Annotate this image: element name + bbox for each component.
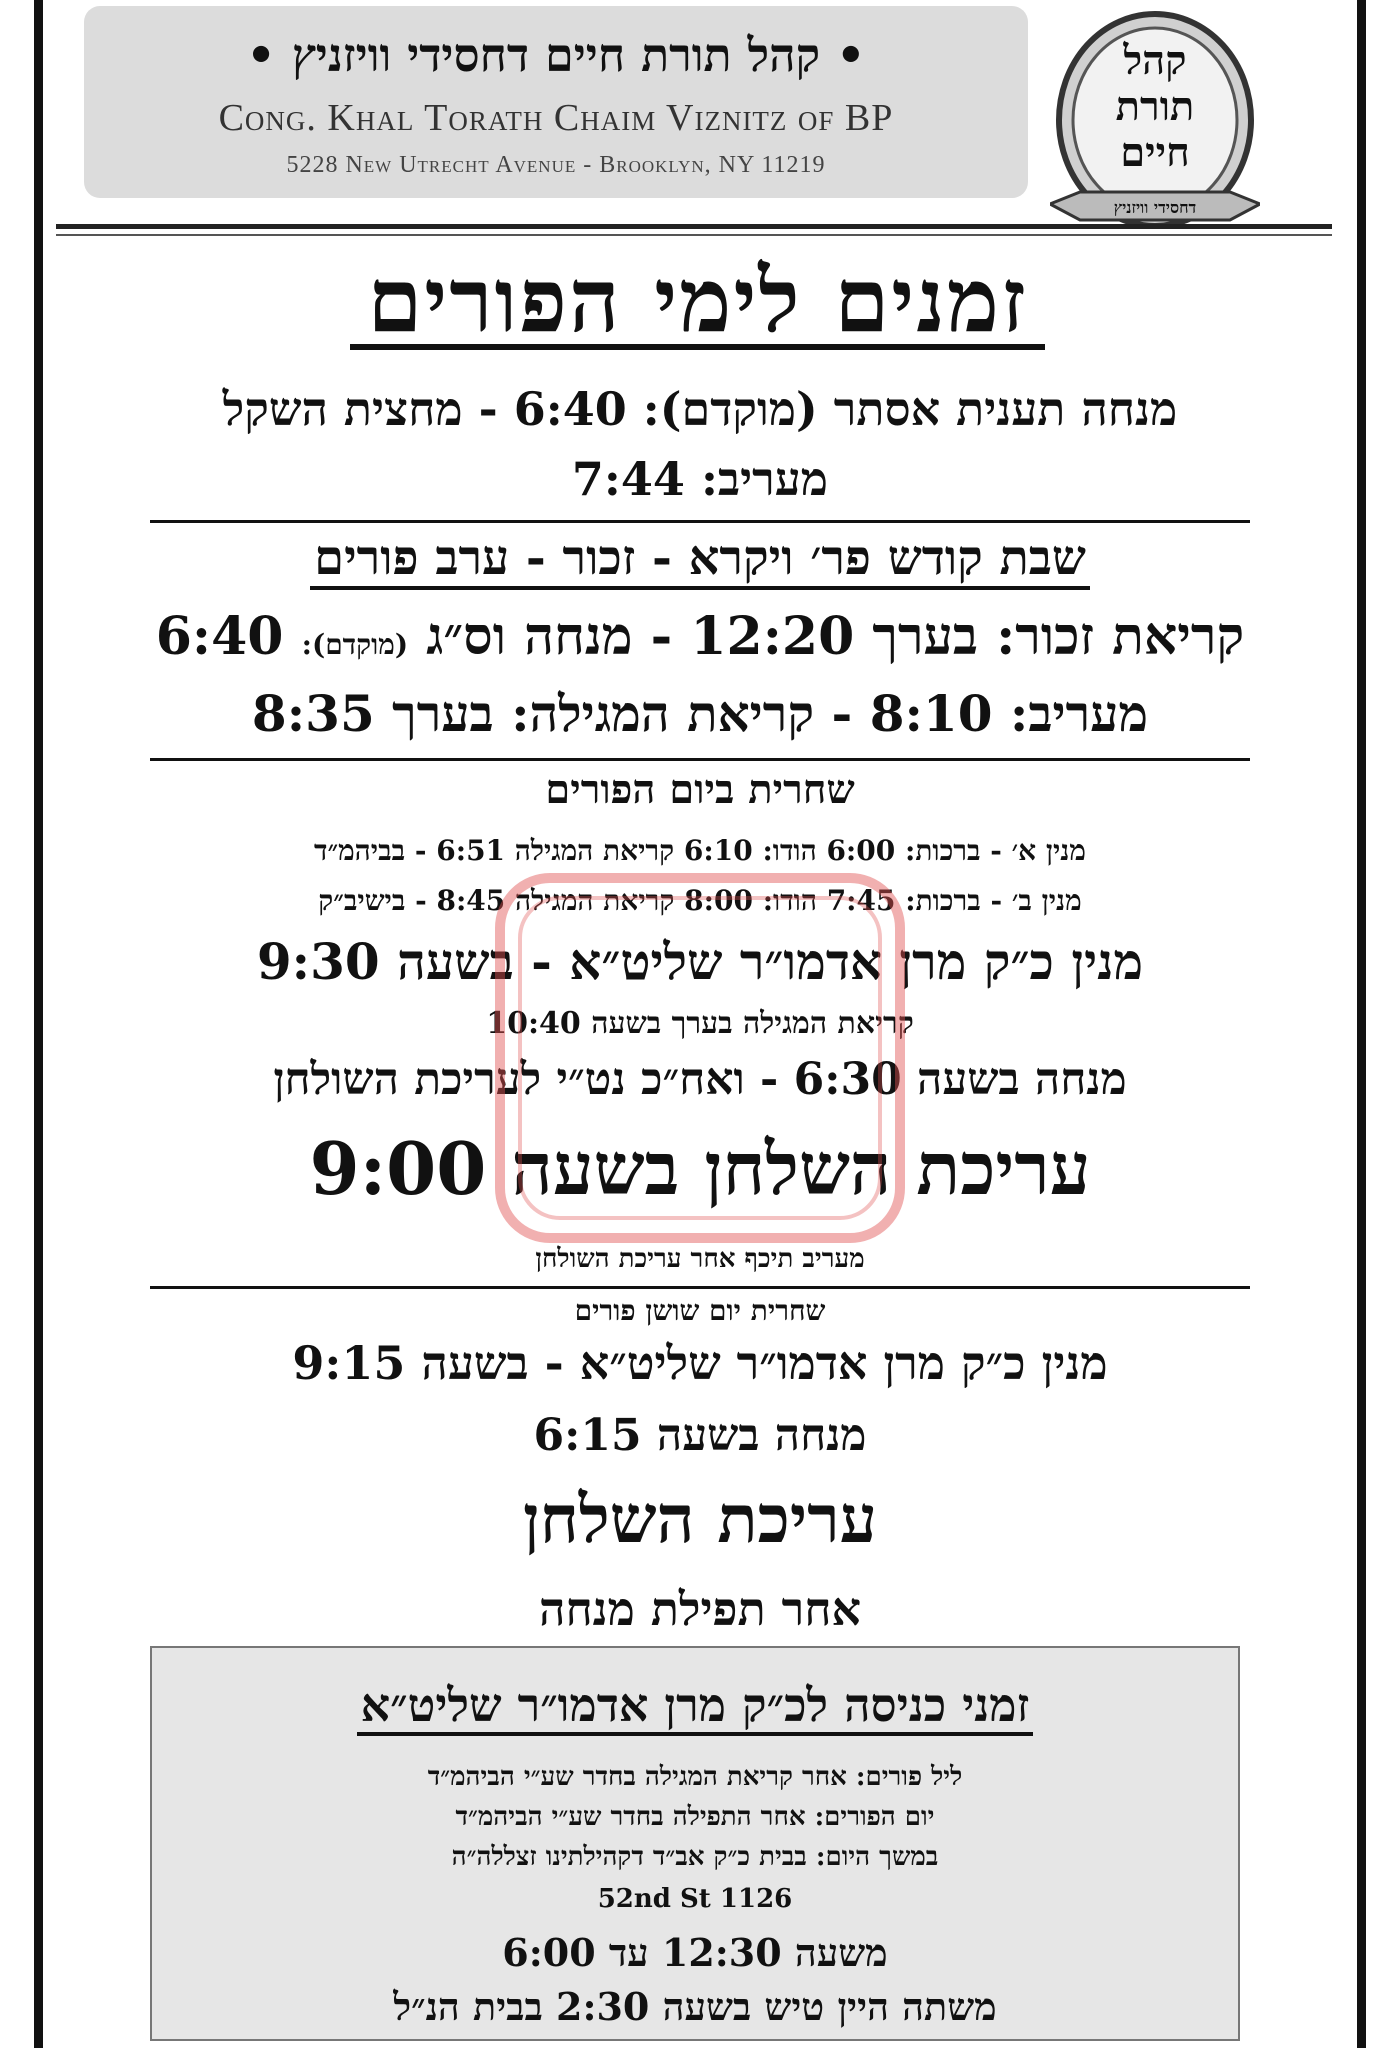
congregation-hebrew-name: • קהל תורת חיים דחסידי וויזניץ • <box>246 28 866 82</box>
krias-zachor-text: קריאת זכור: בערך 12:20 - מנחה וס״ג <box>426 606 1245 667</box>
shushan-purim-heading: שחרית יום שושן פורים <box>574 1294 826 1327</box>
krias-zachor-line <box>80 606 1320 667</box>
shabbos-heading-text: שבת קודש פר׳ ויקרא - זכור - ערב פורים <box>310 530 1090 590</box>
right-border <box>1357 0 1366 2048</box>
section-divider <box>150 758 1250 761</box>
congregation-english-name: Cong. Khal Torath Chaim Viznitz of BP <box>218 97 894 139</box>
mincha-shabbos-time: 6:40 <box>155 606 284 667</box>
rebbe-minyan-line: מנין כ״ק מרן אדמו״ר שליט״א - בשעה 9:30 <box>256 932 1144 991</box>
header-divider <box>56 224 1332 236</box>
megillah-reading-line: קריאת המגילה בערך בשעה 10:40 <box>486 1006 914 1041</box>
entry-hours: משעה 12:30 עד 6:00 <box>502 1930 888 1975</box>
shushan-mincha-line: מנחה בשעה 6:15 <box>533 1410 867 1461</box>
watermark-stamp <box>490 868 910 1248</box>
leil-purim-entry: ליל פורים: אחר קריאת המגילה בחדר שע״י הביהמ״ד <box>427 1762 963 1792</box>
purim-mincha-line: מנחה בשעה 6:30 - ואח״כ נט״י לעריכת השולחן <box>273 1054 1127 1105</box>
minyan-a-line: מנין א׳ - ברכות: 6:00 הודו: 6:10 קריאת המגילה 6:51 - בביהמ״ד <box>313 834 1086 867</box>
during-day-entry: במשך היום: בבית כ״ק אב״ד דקהילתינו זצללה״ה <box>451 1842 939 1872</box>
yom-purim-entry: יום הפורים: אחר התפילה בחדר שע״י הביהמ״ד <box>455 1802 935 1832</box>
seudah-time-line: עריכת השלחן בשעה 9:00 <box>309 1126 1091 1211</box>
shushan-seudah-heading: עריכת השלחן <box>522 1480 877 1558</box>
shabbos-heading <box>80 530 1320 586</box>
shushan-seudah-note: אחר תפילת מנחה <box>539 1582 861 1636</box>
entry-times-box <box>150 1646 1240 2041</box>
congregation-address: 5228 New Utrecht Avenue - Brooklyn, NY 11219 <box>286 152 826 178</box>
congregation-seal-logo <box>1050 8 1260 248</box>
tish-time: משתה היין טיש בשעה 2:30 בבית הנ״ל <box>393 1984 997 2029</box>
left-border <box>34 0 43 2048</box>
taanis-esther-mincha: מנחה תענית אסתר (מוקדם): 6:40 - מחצית השקל <box>222 382 1178 436</box>
logo-ribbon-text: דחסידי וויזניץ <box>1113 198 1197 217</box>
maariv-after-seudah-line: מעריב תיכף אחר עריכת השולחן <box>535 1244 865 1274</box>
logo-line-1: קהל <box>1123 37 1187 84</box>
purim-shachris-heading: שחרית ביום הפורים <box>545 766 855 813</box>
page-title: זמנים לימי הפורים <box>350 250 1045 350</box>
section-divider <box>150 520 1250 523</box>
taanis-esther-maariv: מעריב: 7:44 <box>571 452 829 506</box>
entry-times-title <box>152 1678 1238 1732</box>
entry-times-title-text: זמני כניסה לכ״ק מרן אדמו״ר שליט״א <box>357 1678 1034 1736</box>
logo-line-2: תורת <box>1115 83 1195 130</box>
logo-line-3: חיים <box>1120 129 1190 176</box>
shushan-rebbe-minyan-line: מנין כ״ק מרן אדמו״ר שליט״א - בשעה 9:15 <box>292 1336 1108 1390</box>
minyan-b-line: מנין ב׳ - ברכות: 7:45 הודו: 8:00 קריאת המגילה 8:45 - בישיב״ק <box>318 884 1082 917</box>
header-banner <box>84 6 1028 198</box>
maariv-megillah-line: מעריב: 8:10 - קריאת המגילה: בערך 8:35 <box>251 684 1149 743</box>
entry-address: 1126 52nd St <box>597 1884 793 1914</box>
mukdam-note: (מוקדם): <box>301 628 409 661</box>
section-divider <box>150 1286 1250 1289</box>
